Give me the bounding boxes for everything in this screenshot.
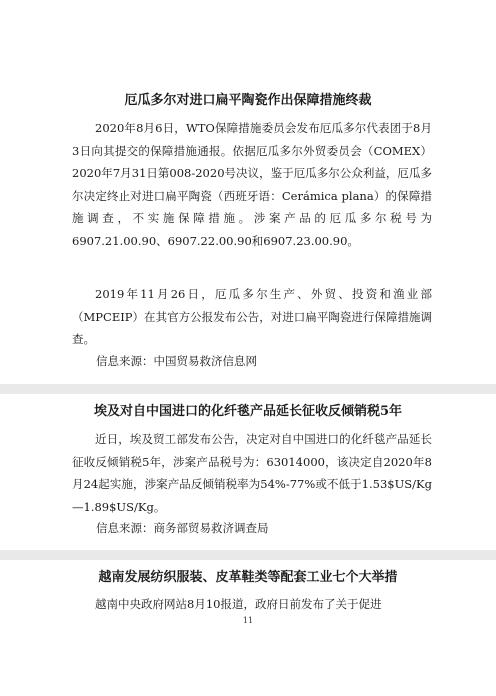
article-title: 厄瓜多尔对进口扁平陶瓷作出保障措施终裁 (124, 93, 372, 108)
page-number: 11 (242, 616, 254, 625)
article-paragraph: 近日，埃及贸工部发布公告，决定对自中国进口的化纤毯产品延长征收反倾销税5年，涉案产品税号为：63014000，该决定自2020年8月24起实施，涉案产品反倾销税率为54%-77%或不低于1.53$US/Kg—1.89$US/Kg。 (72, 432, 432, 514)
article-source: 信息来源：商务部贸易救济调查局 (96, 521, 269, 535)
article-paragraph: 2020年8月6日，WTO保障措施委员会发布厄瓜多尔代表团于8月3日向其提交的保障措施通报。依据厄瓜多尔外贸委员会（COMEX）2020年7月31日第008-2020号决议，鉴于厄瓜多尔公众利益，厄瓜多尔决定终止对进口扁平陶瓷（西班牙语：Cerámica plana）的保障措施调查，不实施保障措施。涉案产品的厄瓜多尔税号为6907.21.00.90、6907.22.00.90和6907.23.00.90。 (72, 121, 432, 248)
article-title: 越南发展纺织服装、皮革鞋类等配套工业七个大举措 (98, 570, 398, 585)
article-paragraph: 越南中央政府网站8月10报道，政府日前发布了关于促进 (95, 597, 382, 611)
section-divider (0, 550, 496, 560)
section-divider (0, 384, 496, 394)
article-paragraph: 2019年11月26日，厄瓜多尔生产、外贸、投资和渔业部（MPCEIP）在其官方公报发布公告，对进口扁平陶瓷进行保障措施调查。 (72, 287, 432, 346)
article-source: 信息来源：中国贸易救济信息网 (96, 354, 257, 368)
article-title: 埃及对自中国进口的化纤毯产品延长征收反倾销税5年 (93, 404, 403, 419)
